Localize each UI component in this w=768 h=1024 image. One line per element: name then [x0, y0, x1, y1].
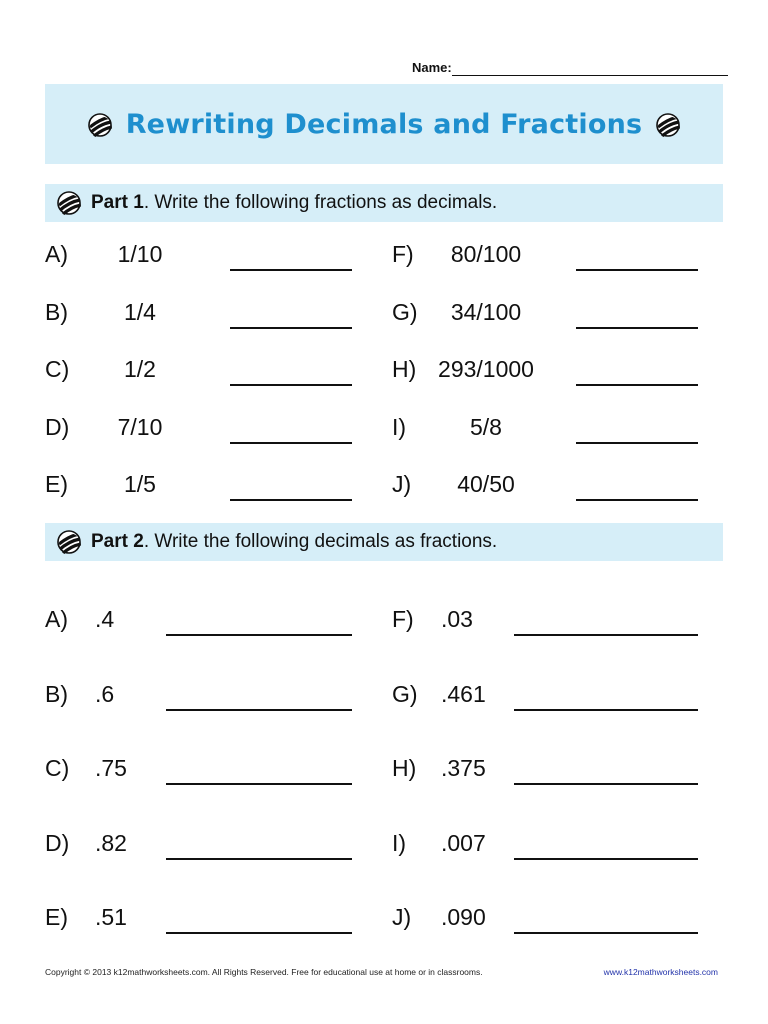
problem-letter: A) [45, 241, 68, 267]
answer-blank[interactable] [166, 634, 352, 636]
problem-letter: I) [392, 829, 407, 856]
answer-blank[interactable] [576, 384, 698, 386]
problem-question: .4 [95, 606, 115, 632]
striped-ball-icon [57, 191, 81, 215]
problem-question: 7/10 [117, 413, 163, 440]
problem-letter: J) [392, 904, 412, 930]
problem-letter: H) [392, 755, 417, 781]
part1-header [45, 184, 723, 222]
problem-letter: B) [45, 298, 68, 325]
problem-question: 1/10 [117, 241, 163, 267]
problem-question: 40/50 [457, 471, 515, 497]
problem-question: 293/1000 [438, 356, 534, 382]
footer-copyright: Copyright © 2013 k12mathworksheets.com. All Rights Reserved. Free for educational use at home or in classrooms. [45, 967, 483, 977]
problem-letter: G) [392, 298, 418, 325]
problem-question: 5/8 [470, 413, 502, 440]
answer-blank[interactable] [166, 932, 352, 934]
problem-question: .51 [95, 904, 127, 930]
answer-blank[interactable] [514, 709, 698, 711]
answer-blank[interactable] [576, 269, 698, 271]
answer-blank[interactable] [514, 932, 698, 934]
problem-question: .6 [95, 680, 115, 707]
title-banner [45, 84, 723, 164]
answer-blank[interactable] [230, 499, 352, 501]
problem-letter: E) [45, 904, 68, 930]
answer-blank[interactable] [514, 634, 698, 636]
answer-blank[interactable] [166, 858, 352, 860]
answer-blank[interactable] [576, 442, 698, 444]
problem-question: 34/100 [450, 298, 522, 325]
part1-instruction: . Write the following fractions as decimals. [143, 192, 498, 213]
problem-question: .03 [441, 606, 473, 632]
answer-blank[interactable] [230, 269, 352, 271]
part1-label: Part 1 [91, 192, 144, 213]
problem-letter: C) [45, 755, 70, 781]
answer-blank[interactable] [514, 858, 698, 860]
problem-question: 80/100 [450, 241, 522, 267]
answer-blank[interactable] [166, 709, 352, 711]
striped-ball-icon [656, 113, 680, 137]
part2-instruction: . Write the following decimals as fractions. [143, 531, 498, 552]
problem-letter: G) [392, 680, 418, 707]
problem-question: 1/5 [124, 471, 156, 497]
answer-blank[interactable] [230, 327, 352, 329]
problem-letter: D) [45, 829, 70, 856]
name-field-line[interactable] [452, 75, 728, 76]
part2-label: Part 2 [91, 531, 144, 552]
problem-question: .090 [441, 904, 486, 930]
problem-question: 1/2 [124, 356, 156, 382]
problem-question: .375 [441, 755, 486, 781]
problem-letter: I) [392, 413, 407, 440]
worksheet-title: Rewriting Decimals and Fractions [125, 108, 643, 140]
problem-letter: F) [392, 241, 414, 267]
answer-blank[interactable] [230, 442, 352, 444]
problem-question: .82 [95, 829, 127, 856]
answer-blank[interactable] [166, 783, 352, 785]
problem-question: .75 [95, 755, 127, 781]
problem-letter: E) [45, 471, 68, 497]
answer-blank[interactable] [514, 783, 698, 785]
answer-blank[interactable] [230, 384, 352, 386]
problem-letter: C) [45, 356, 70, 382]
problem-letter: B) [45, 680, 68, 707]
striped-ball-icon [88, 113, 112, 137]
problem-question: 1/4 [124, 298, 156, 325]
answer-blank[interactable] [576, 327, 698, 329]
problem-letter: H) [392, 356, 417, 382]
answer-blank[interactable] [576, 499, 698, 501]
problem-letter: F) [392, 606, 414, 632]
problem-question: .461 [441, 680, 486, 707]
name-label: Name: [412, 60, 452, 75]
problem-letter: A) [45, 606, 68, 632]
problem-letter: J) [392, 471, 412, 497]
footer-url[interactable]: www.k12mathworksheets.com [603, 967, 718, 977]
problem-letter: D) [45, 413, 70, 440]
part2-header [45, 523, 723, 561]
striped-ball-icon [57, 530, 81, 554]
problem-question: .007 [441, 829, 486, 856]
